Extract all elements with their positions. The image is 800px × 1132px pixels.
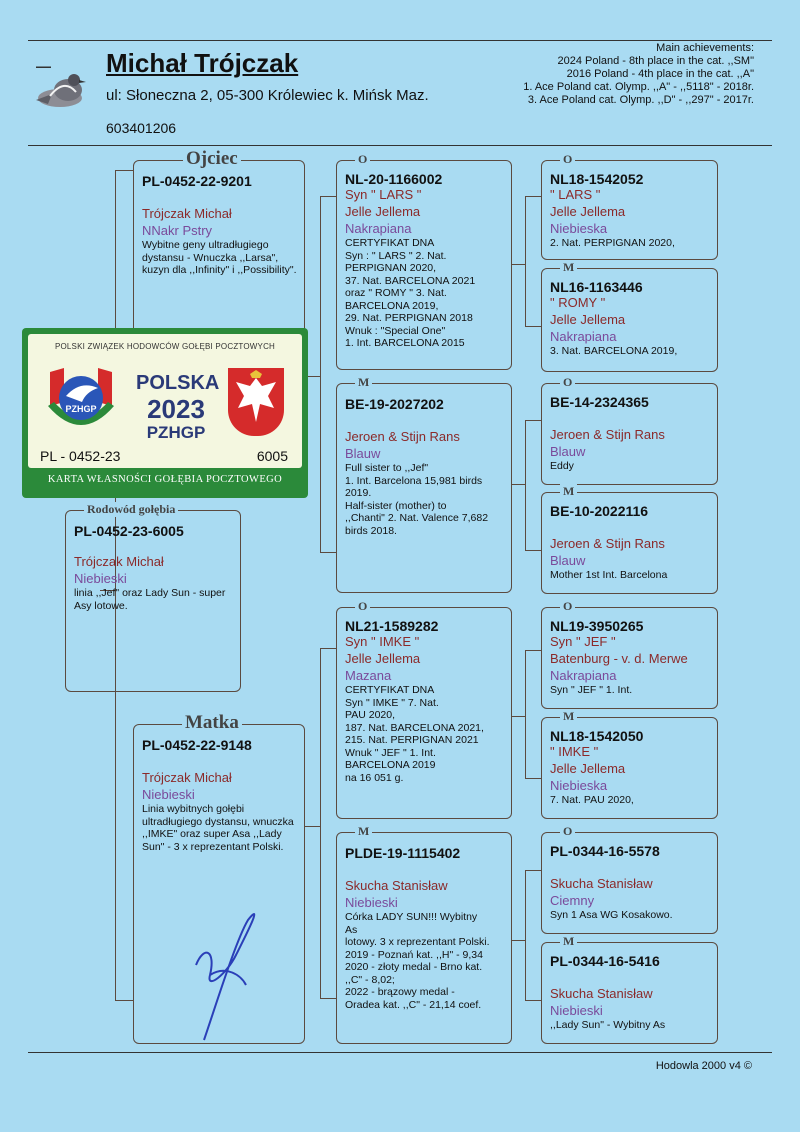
footer-rule [28,1052,772,1053]
fmf-desc: Eddy [550,460,574,472]
ffm-breeder: Jelle Jellema [550,312,626,327]
mff-ring: NL19-3950265 [550,618,644,634]
software-credit: Hodowla 2000 v4 © [655,1060,752,1072]
fff-ring: NL18-1542052 [550,171,644,187]
mff-color: Nakrapiana [550,668,617,683]
card-title [136,372,220,443]
mother-box [133,724,305,1044]
fmf-ring: BE-14-2324365 [550,394,649,410]
ff-ring: NL-20-1166002 [345,171,443,187]
mmf-ring: PL-0344-16-5578 [550,843,660,859]
card-year: 2023 [147,394,205,424]
card-abbr: PZHGP [146,423,206,442]
mm-ring: PLDE-19-1115402 [345,845,461,861]
ff-name: Syn " LARS " [345,187,422,202]
ff-color: Nakrapiana [345,221,412,236]
fff-box [541,160,718,260]
eagle-crest-icon [228,368,284,436]
connector [525,1000,541,1001]
mf-breeder: Jelle Jellema [345,651,421,666]
mfm-color: Niebieska [550,778,608,793]
mother-desc: Linia wybitnych gołębi ultradługiego dystansu, wnuczka ,,IMKE" oraz super Asa ,,Lady Sun" - 3 x reprezentant Polski. [142,803,294,853]
mf-desc: CERTYFIKAT DNA Syn " IMKE " 7. Nat. PAU 2020, 187. Nat. BARCELONA 2021, 215. Nat. PERPIGNAN 2021 Wnuk " JEF " 1. Int. BARCELONA 2019 na 16 051 g. [345,684,484,784]
header-rule [28,145,772,146]
subject-desc: linia ,,Jef" oraz Lady Sun - super Asy lotowe. [74,587,226,612]
father-breeder: Trójczak Michał [142,206,232,221]
mm-desc: Córka LADY SUN!!! Wybitny As lotowy. 3 x reprezentant Polski. 2019 - Poznań kat. ,,H" - 9,34 2020 - złoty medal - Brno kat. ,,C" - 8,02; 2022 - brązowy medal - Oradea kat. ,,C" - 21,14 coef. [345,911,490,1011]
card-panel [28,334,302,468]
fmf-color: Blauw [550,444,586,459]
card-footer: KARTA WŁASNOŚCI GOŁĘBIA POCZTOWEGO [47,474,283,485]
ffm-color: Nakrapiana [550,329,617,344]
fm-ring: BE-19-2027202 [345,396,444,412]
mff-label: O [560,599,575,614]
mff-desc: Syn " JEF " 1. Int. [550,684,633,696]
mmm-desc: ,,Lady Sun" - Wybitny As [550,1019,666,1031]
achievement-item: 3. Ace Poland cat. Olymp. ,,D" - ,,297" - 2017r. [527,94,754,106]
connector-gen2-father [320,196,321,552]
mfm-box [541,717,718,819]
fm-color: Blauw [345,446,381,461]
mfm-breeder: Jelle Jellema [550,761,626,776]
card-country: POLSKA [136,372,220,394]
fff-label: O [560,152,575,167]
owner-address: ul: Słoneczna 2, 05-300 Królewiec k. Mińsk Maz. [106,87,429,104]
ff-breeder: Jelle Jellema [345,204,421,219]
mother-color: Niebieski [142,787,195,802]
mmm-box [541,942,718,1044]
connector [525,778,541,779]
connector [525,650,541,651]
mother-ring: PL-0452-22-9148 [142,737,252,753]
owner-name: Michał Trójczak [106,48,299,78]
connector [525,326,541,327]
fm-breeder: Jeroen & Stijn Rans [345,429,460,444]
svg-text:▬▬▬: ▬▬▬ [36,64,51,70]
connector [305,826,320,827]
mother-breeder: Trójczak Michał [142,770,232,785]
connector [320,196,336,197]
fff-breeder: Jelle Jellema [550,204,626,219]
father-color: NNakr Pstry [142,223,213,238]
mother-label: Matka [182,712,242,734]
ffm-name: " ROMY " [550,295,606,310]
mm-breeder: Skucha Stanisław [345,878,448,893]
signature [186,905,276,1044]
connector [511,264,525,265]
mfm-name: " IMKE " [550,744,599,759]
connector [511,484,525,485]
achievement-item: 2024 Poland - 8th place in the cat. ,,SM" [557,55,754,67]
mmm-breeder: Skucha Stanisław [550,986,653,1001]
mf-ring: NL21-1589282 [345,618,439,634]
connector [525,420,526,550]
top-rule [28,40,772,41]
mfm-label: M [560,709,577,724]
mm-box [336,832,512,1044]
fmf-label: O [560,375,575,390]
mff-breeder: Batenburg - v. d. Merwe [550,651,688,666]
fmm-breeder: Jeroen & Stijn Rans [550,536,665,551]
mff-name: Syn " JEF " [550,634,616,649]
mf-color: Mazana [345,668,392,683]
mff-box [541,607,718,709]
mmm-ring: PL-0344-16-5416 [550,953,660,969]
mmf-desc: Syn 1 Asa WG Kosakowo. [550,909,673,921]
ff-label: O [355,152,370,167]
fmf-breeder: Jeroen & Stijn Rans [550,427,665,442]
connector [320,998,336,999]
mfm-ring: NL18-1542050 [550,728,644,744]
mmf-color: Ciemny [550,893,595,908]
card-org: POLSKI ZWIĄZEK HODOWCÓW GOŁĘBI POCZTOWYCH [54,342,276,351]
achievement-item: 1. Ace Poland cat. Olymp. ,,A" - ,,5118" - 2018r. [523,81,754,93]
fmm-color: Blauw [550,553,586,568]
mm-label: M [355,824,372,839]
connector [511,716,525,717]
mf-box [336,607,512,819]
fmm-label: M [560,484,577,499]
mf-label: O [355,599,370,614]
achievement-item: 2016 Poland - 4th place in the cat. ,,A" [566,68,754,80]
mm-color: Niebieski [345,895,398,910]
connector [511,940,525,941]
father-label: Ojciec [183,148,241,170]
connector [525,196,526,326]
pigeon-logo [30,58,88,116]
ffm-ring: NL16-1163446 [550,279,643,295]
pedigree-label: Rodowód gołębia [84,502,178,517]
fmm-box [541,492,718,594]
connector [320,552,336,553]
fmm-ring: BE-10-2022116 [550,503,649,519]
card-number: 6005 [256,448,288,464]
mmf-label: O [560,824,575,839]
emblem-text: PZHGP [65,404,97,414]
ffm-box [541,268,718,372]
connector [115,1000,133,1001]
mmm-label: M [560,934,577,949]
mmm-color: Niebieski [550,1003,603,1018]
pzhgp-emblem [44,362,118,438]
fm-box [336,383,512,593]
card-member: PL - 0452-23 [40,448,121,464]
achievements [454,42,754,107]
fff-color: Niebieska [550,221,608,236]
connector [320,648,336,649]
mmf-box [541,832,718,934]
connector [525,420,541,421]
father-box [133,160,305,335]
fm-desc: Full sister to ,,Jef" 1. Int. Barcelona 15,981 birds 2019. Half-sister (mother) to ,,Chanti" 2. Nat. Valence 7,682 birds 2018. [345,462,489,537]
connector [115,170,133,171]
ffm-label: M [560,260,577,275]
owner-phone: 603401206 [106,120,177,136]
ff-desc: CERTYFIKAT DNA Syn : " LARS " 2. Nat. PERPIGNAN 2020, 37. Nat. BARCELONA 2021 oraz " ROMY " 3. Nat. BARCELONA 2019, 29. Nat. PERPIGNAN 2018 Wnuk : "Special One" 1. Int. BARCELONA 2015 [345,237,476,349]
fff-name: " LARS " [550,187,601,202]
fmf-box [541,383,718,485]
connector [525,550,541,551]
achievements-title: Main achievements: [656,42,754,54]
mf-name: Syn " IMKE " [345,634,420,649]
connector [525,870,526,1000]
mfm-desc: 7. Nat. PAU 2020, [550,794,634,806]
connector [525,650,526,778]
connector-gen2-mother [320,648,321,998]
father-desc: Wybitne geny ultradługiego dystansu - Wnuczka ,,Larsa", kuzyn dla ,,Infinity" i ,,Possibility". [142,239,297,276]
connector [525,196,541,197]
mmf-breeder: Skucha Stanisław [550,876,653,891]
fmm-desc: Mother 1st Int. Barcelona [550,569,668,581]
subject-color: Niebieski [74,571,127,586]
ffm-desc: 3. Nat. BARCELONA 2019, [550,345,678,357]
ff-box [336,160,512,370]
subject-box [65,510,241,692]
subject-breeder: Trójczak Michał [74,554,164,569]
fm-label: M [355,375,372,390]
father-ring: PL-0452-22-9201 [142,173,252,189]
subject-ring: PL-0452-23-6005 [74,523,184,539]
fff-desc: 2. Nat. PERPIGNAN 2020, [550,237,675,249]
connector [525,870,541,871]
ownership-card [22,328,308,498]
